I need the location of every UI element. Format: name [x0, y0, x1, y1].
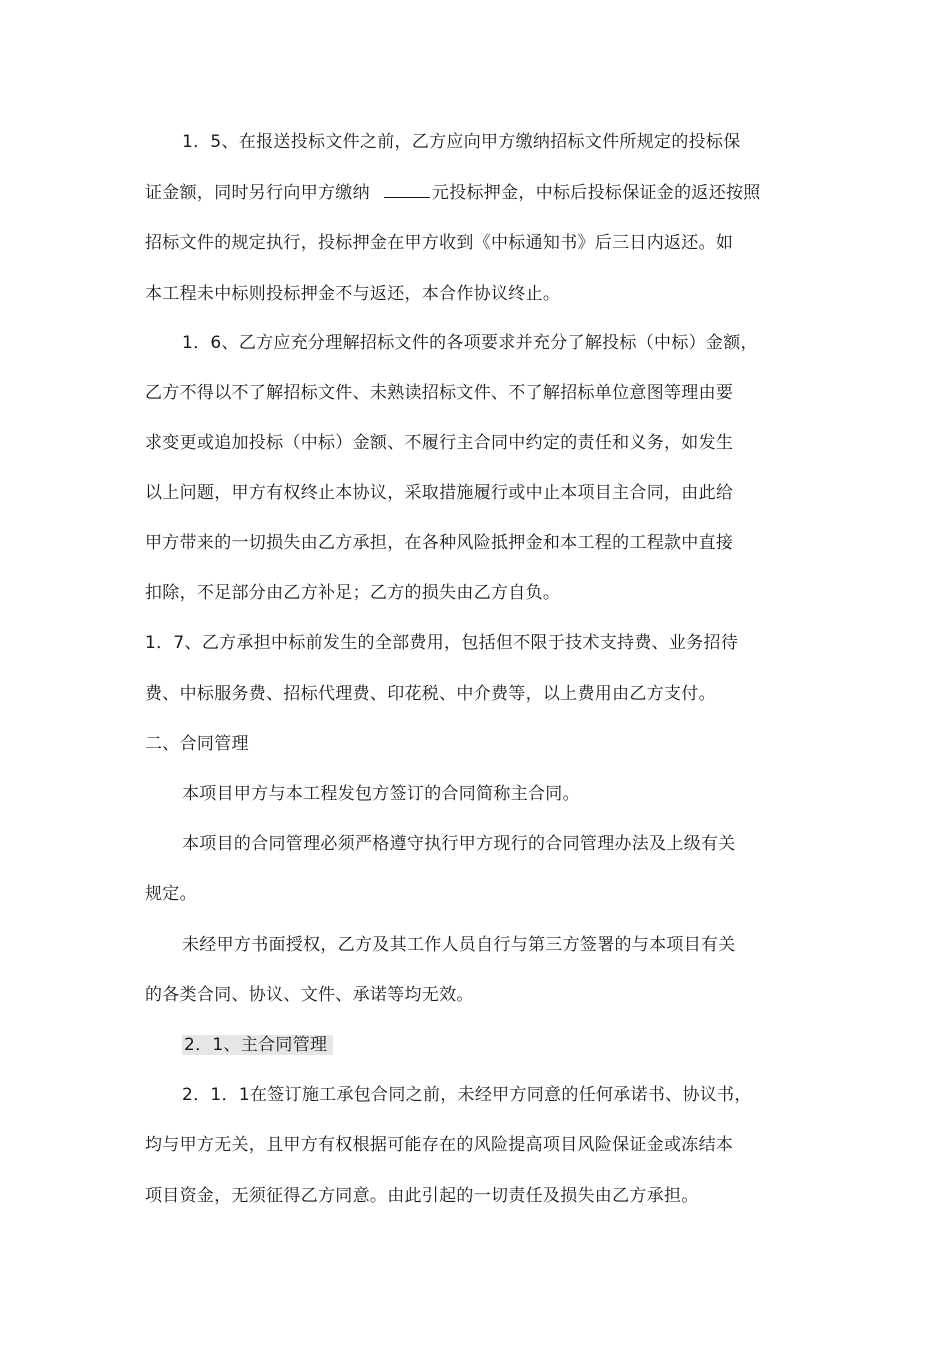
amount-blank [384, 181, 430, 198]
section-2-1-heading-text: 2．1、主合同管理 [182, 1035, 333, 1055]
section-2-heading: 二、合同管理 [145, 734, 249, 754]
section-2-para-2-line-1: 本项目的合同管理必须严格遵守执行甲方现行的合同管理办法及上级有关 [182, 834, 736, 854]
section-2-1-heading [182, 1033, 333, 1057]
clause-1-6-line-6: 扣除，不足部分由乙方补足；乙方的损失由乙方自负。 [145, 583, 561, 603]
clause-2-1-1-line-3: 项目资金，无须征得乙方同意。由此引起的一切责任及损失由乙方承担。 [145, 1186, 699, 1206]
clause-1-5-line-2 [145, 181, 761, 205]
clause-1-5-line-3: 招标文件的规定执行，投标押金在甲方收到《中标通知书》后三日内返还。如 [145, 233, 734, 253]
clause-2-1-1-line-2: 均与甲方无关，且甲方有权根据可能存在的风险提高项目风险保证金或冻结本 [145, 1135, 734, 1155]
clause-1-6-line-3: 求变更或追加投标（中标）金额、不履行主合同中约定的责任和义务，如发生 [145, 433, 734, 453]
clause-1-6-line-2: 乙方不得以不了解招标文件、未熟读招标文件、不了解招标单位意图等理由要 [145, 383, 734, 403]
section-2-para-3-line-2: 的各类合同、协议、文件、承诺等均无效。 [145, 985, 474, 1005]
clause-2-1-1-line-1: 2．1．1在签订施工承包合同之前，未经甲方同意的任何承诺书、协议书， [182, 1085, 752, 1105]
clause-1-7-line-2: 费、中标服务费、招标代理费、印花税、中介费等，以上费用由乙方支付。 [145, 684, 716, 704]
section-2-para-2-line-2: 规定。 [145, 884, 197, 904]
clause-1-5-line-1: 1．5、在报送投标文件之前，乙方应向甲方缴纳招标文件所规定的投标保 [182, 132, 741, 152]
clause-1-7-line-1: 1．7、乙方承担中标前发生的全部费用，包括但不限于技术支持费、业务招待 [145, 633, 739, 653]
clause-1-6-line-1: 1．6、乙方应充分理解招标文件的各项要求并充分了解投标（中标）金额， [182, 333, 758, 353]
clause-1-5-line-2-end: 元投标押金，中标后投标保证金的返还按照 [431, 183, 761, 203]
section-2-para-3-line-1: 未经甲方书面授权，乙方及其工作人员自行与第三方签署的与本项目有关 [182, 935, 736, 955]
section-2-para-1: 本项目甲方与本工程发包方签订的合同简称主合同。 [182, 784, 580, 804]
clause-1-6-line-4: 以上问题，甲方有权终止本协议，采取措施履行或中止本项目主合同，由此给 [145, 483, 734, 503]
clause-1-5-line-4: 本工程未中标则投标押金不与返还，本合作协议终止。 [145, 284, 561, 304]
clause-1-5-line-2-start: 证金额，同时另行向甲方缴纳 [145, 183, 370, 203]
clause-1-6-line-5: 甲方带来的一切损失由乙方承担，在各种风险抵押金和本工程的工程款中直接 [145, 533, 734, 553]
